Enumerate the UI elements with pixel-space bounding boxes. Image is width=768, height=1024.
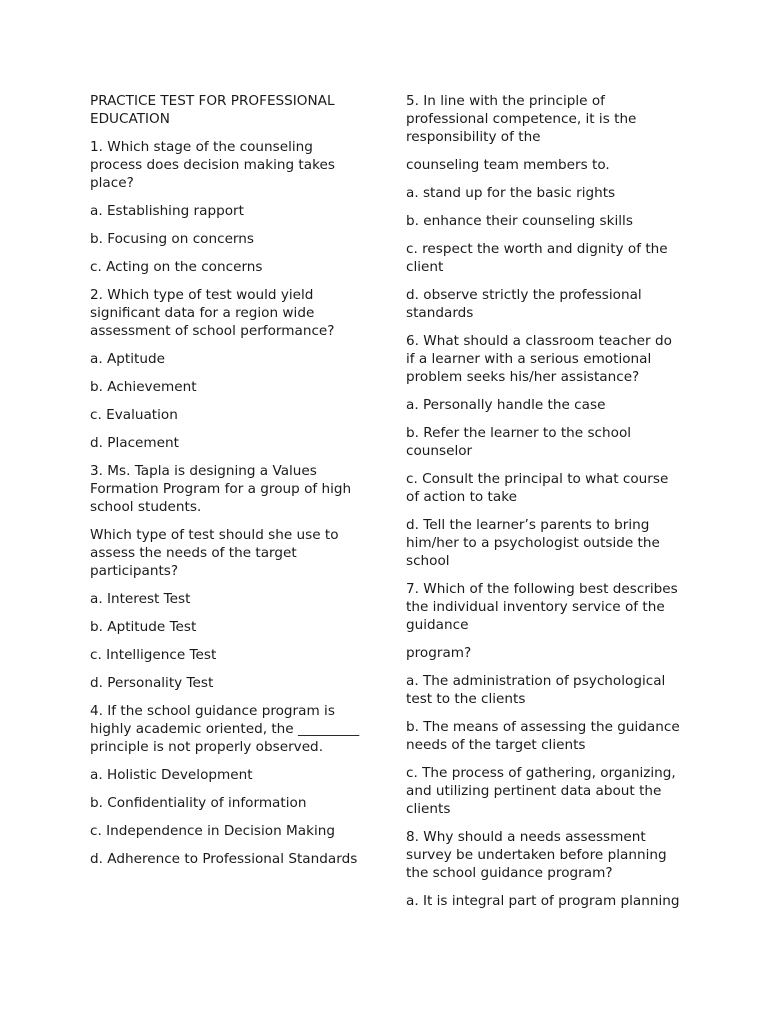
- left-column-paragraph: a. Holistic Development: [90, 767, 253, 783]
- left-column-paragraph: d. Placement: [90, 435, 179, 451]
- left-column: [90, 92, 362, 878]
- right-column-paragraph: a. The administration of psychological test to the clients: [406, 673, 666, 707]
- right-column-paragraph: d. observe strictly the professional standards: [406, 287, 642, 321]
- left-column-paragraph: PRACTICE TEST FOR PROFESSIONAL EDUCATION: [90, 93, 335, 127]
- left-column-paragraph: c. Acting on the concerns: [90, 259, 263, 275]
- right-column-paragraph: a. stand up for the basic rights: [406, 185, 616, 201]
- left-column-paragraph: c. Evaluation: [90, 407, 178, 423]
- right-column-paragraph: 7. Which of the following best describes the individual inventory service of the guidance: [406, 581, 678, 633]
- left-column-paragraph: 2. Which type of test would yield significant data for a region wide assessment of school performance?: [90, 287, 335, 339]
- left-column-paragraph: c. Intelligence Test: [90, 647, 217, 663]
- right-column-paragraph: a. Personally handle the case: [406, 397, 606, 413]
- left-column-paragraph: b. Focusing on concerns: [90, 231, 254, 247]
- right-column-paragraph: b. The means of assessing the guidance needs of the target clients: [406, 719, 680, 753]
- right-column-paragraph: a. It is integral part of program planning: [406, 893, 680, 909]
- left-column-paragraph: d. Personality Test: [90, 675, 214, 691]
- left-column-paragraph: b. Aptitude Test: [90, 619, 197, 635]
- right-column-paragraph: program?: [406, 645, 472, 661]
- left-column-paragraph: a. Establishing rapport: [90, 203, 244, 219]
- left-column-paragraph: b. Confidentiality of information: [90, 795, 307, 811]
- right-column-paragraph: 8. Why should a needs assessment survey be undertaken before planning the school guidance program?: [406, 829, 667, 881]
- left-column-paragraph: 1. Which stage of the counseling process does decision making takes place?: [90, 139, 335, 191]
- right-column-paragraph: c. respect the worth and dignity of the client: [406, 241, 668, 275]
- right-column-paragraph: b. enhance their counseling skills: [406, 213, 633, 229]
- right-column-paragraph: d. Tell the learner’s parents to bring him/her to a psychologist outside the school: [406, 517, 660, 569]
- left-column-paragraph: 4. If the school guidance program is highly academic oriented, the _________ principle is not properly observed.: [90, 703, 360, 755]
- left-column-paragraph: Which type of test should she use to assess the needs of the target participants?: [90, 527, 339, 579]
- right-column-paragraph: c. The process of gathering, organizing, and utilizing pertinent data about the clients: [406, 765, 676, 817]
- left-column-paragraph: 3. Ms. Tapla is designing a Values Formation Program for a group of high school students.: [90, 463, 352, 515]
- left-column-paragraph: c. Independence in Decision Making: [90, 823, 335, 839]
- left-column-paragraph: d. Adherence to Professional Standards: [90, 851, 358, 867]
- left-column-paragraph: b. Achievement: [90, 379, 197, 395]
- left-column-paragraph: a. Interest Test: [90, 591, 191, 607]
- right-column-paragraph: c. Consult the principal to what course of action to take: [406, 471, 669, 505]
- right-column: [406, 92, 684, 920]
- right-column-paragraph: b. Refer the learner to the school counselor: [406, 425, 632, 459]
- right-column-paragraph: 5. In line with the principle of professional competence, it is the responsibility of the: [406, 93, 637, 145]
- left-column-paragraph: a. Aptitude: [90, 351, 165, 367]
- right-column-paragraph: counseling team members to.: [406, 157, 610, 173]
- right-column-paragraph: 6. What should a classroom teacher do if a learner with a serious emotional problem seeks his/her assistance?: [406, 333, 672, 385]
